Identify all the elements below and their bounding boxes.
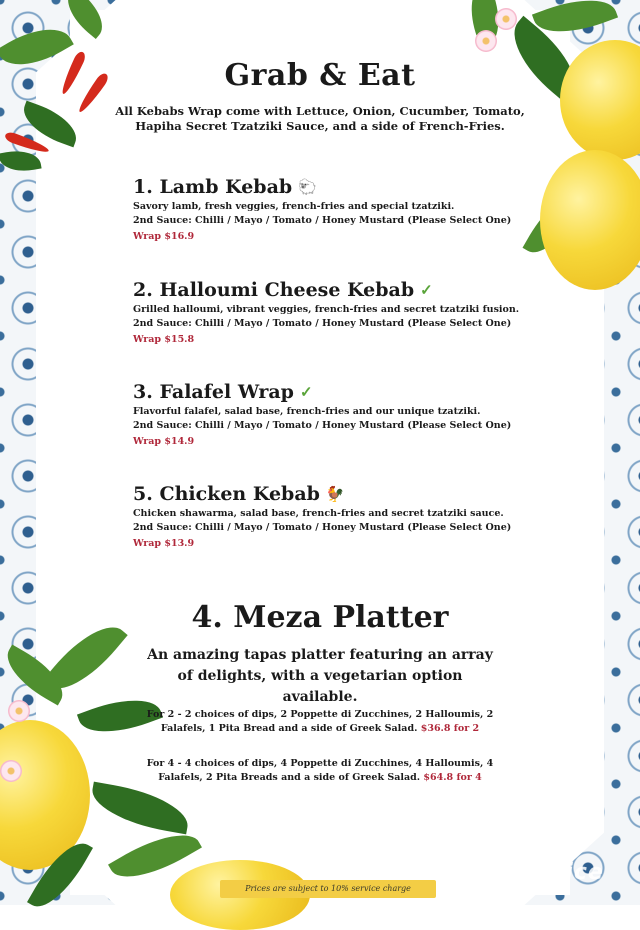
item-sauce-options: 2nd Sauce: Chilli / Mayo / Tomato / Honey Mustard (Please Select One)	[133, 522, 512, 533]
menu-item-lamb-kebab	[133, 176, 533, 242]
platter-title: 4. Meza Platter	[191, 600, 449, 635]
item-price: Wrap $13.9	[133, 538, 195, 549]
item-name: 3. Falafel Wrap	[133, 381, 294, 403]
menu-item-halloumi-kebab	[133, 279, 533, 345]
item-price: Wrap $14.9	[133, 436, 195, 447]
item-sauce-options: 2nd Sauce: Chilli / Mayo / Tomato / Honey Mustard (Please Select One)	[133, 420, 512, 431]
menu-item-chicken-kebab	[133, 483, 533, 549]
platter-option-for-2	[128, 708, 512, 736]
leaf-icon: ✓	[420, 281, 433, 299]
menu-intro: All Kebabs Wrap come with Lettuce, Onion, Cucumber, Tomato, Hapiha Secret Tzatziki Sauce, and a side of French-Fries.	[115, 104, 525, 133]
platter-subtitle: An amazing tapas platter featuring an array of delights, with a vegetarian option available.	[147, 647, 493, 705]
item-description: Grilled halloumi, vibrant veggies, french-fries and secret tzatziki fusion.	[133, 304, 520, 315]
sheep-icon: 🐑	[298, 178, 317, 196]
item-name: 5. Chicken Kebab	[133, 483, 320, 505]
item-name: 2. Halloumi Cheese Kebab	[133, 279, 415, 301]
item-sauce-options: 2nd Sauce: Chilli / Mayo / Tomato / Honey Mustard (Please Select One)	[133, 215, 512, 226]
item-price: Wrap $16.9	[133, 231, 195, 242]
item-description: Chicken shawarma, salad base, french-fries and secret tzatziki sauce.	[133, 508, 504, 519]
item-description: Flavorful falafel, salad base, french-fries and our unique tzatziki.	[133, 406, 481, 417]
chicken-icon: 🐓	[325, 485, 345, 503]
platter-option-for-4	[128, 757, 512, 785]
item-description: Savory lamb, fresh veggies, french-fries and special tzatziki.	[133, 201, 455, 212]
option-text: For 4 - 4 choices of dips, 4 Poppette di Zucchines, 4 Halloumis, 4 Falafels, 2 Pita Breads and a side of Greek Salad.	[146, 758, 494, 783]
menu-title: Grab & Eat	[224, 58, 416, 93]
item-sauce-options: 2nd Sauce: Chilli / Mayo / Tomato / Honey Mustard (Please Select One)	[133, 318, 512, 329]
item-price: Wrap $15.8	[133, 334, 195, 345]
option-price: $64.8 for 4	[423, 772, 482, 783]
watermark: openrice	[488, 860, 604, 885]
leaf-icon: ✓	[299, 383, 313, 401]
menu-item-falafel-wrap	[133, 381, 533, 447]
service-charge-note: Prices are subject to 10% service charge	[220, 880, 436, 898]
option-text: For 2 - 2 choices of dips, 2 Poppette di Zucchines, 2 Halloumis, 2 Falafels, 1 Pita Bread and a side of Greek Salad.	[146, 709, 494, 734]
item-name: 1. Lamb Kebab	[133, 176, 293, 198]
option-price: $36.8 for 2	[420, 723, 480, 734]
